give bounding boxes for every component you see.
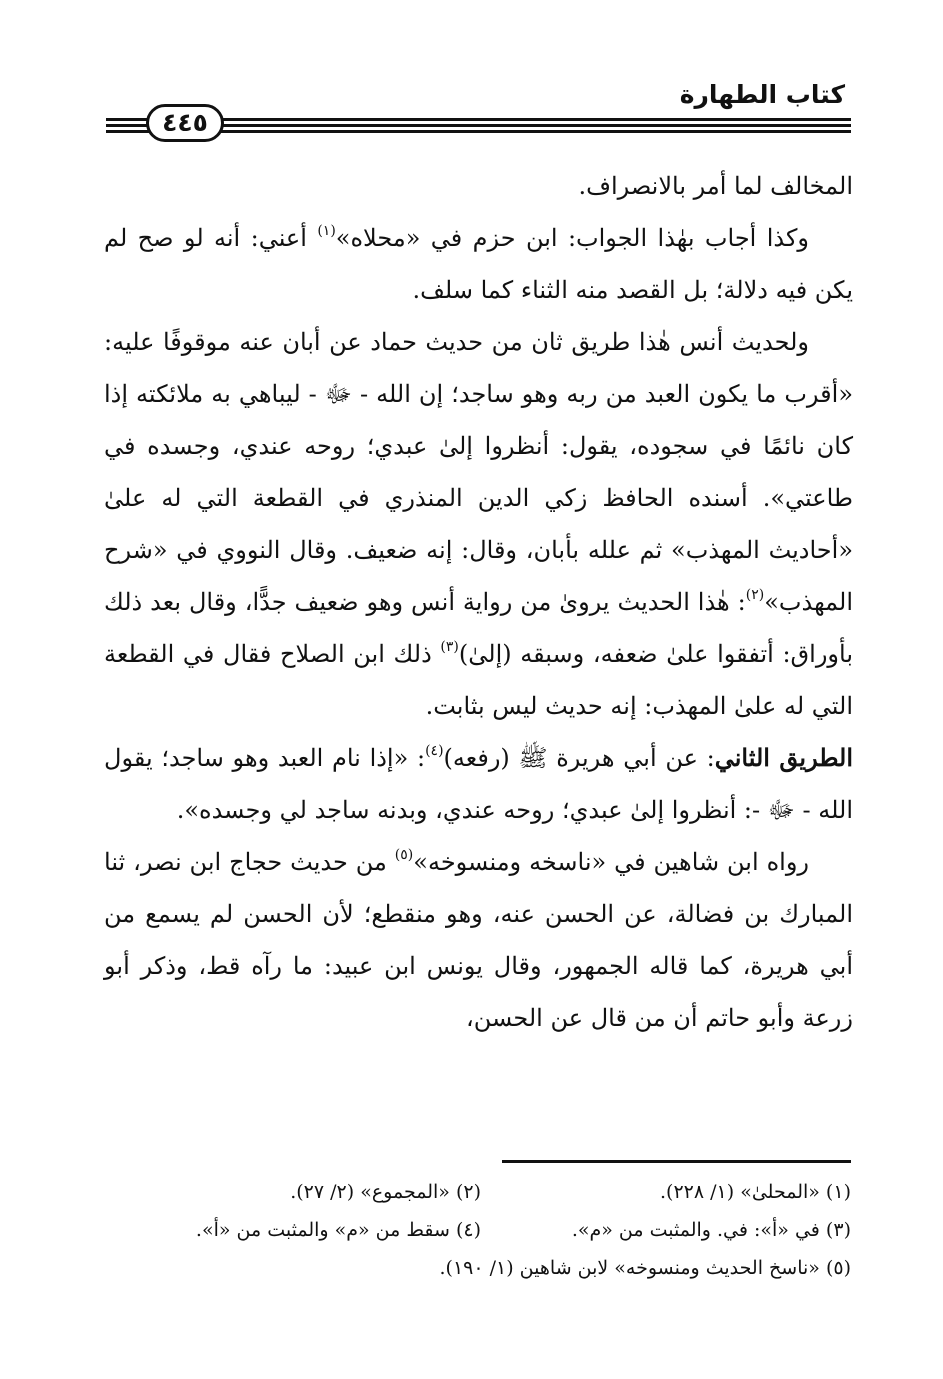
- footnote: (٣) في «أ»: في. والمثبت من «م».: [571, 1219, 851, 1241]
- footnote-separator: [502, 1160, 851, 1163]
- footnote-ref: (٣): [440, 639, 459, 655]
- header-rule: [221, 118, 851, 121]
- footnote-ref: (٥): [394, 847, 414, 863]
- running-head-title: كتاب الطهارة: [679, 80, 845, 109]
- paragraph: الطريق الثاني: عن أبي هريرة ﷺ (رفعه)$^{(٤)}$: «إذا نام العبد وهو ساجد؛ يقول الله - ﷻ -: أنظروا إلىٰ عبدي؛ روحه عندي، وبدنه ساجد لي وجسده».: [104, 743, 853, 824]
- footnote: (١) «المحلىٰ» (١/ ٢٢٨).: [660, 1181, 851, 1203]
- main-text: [104, 160, 853, 1044]
- footnote: (٢) «المجموع» (٢/ ٢٧).: [290, 1181, 481, 1203]
- footnote-ref: (١): [317, 223, 336, 239]
- page-number: ٤٤٥: [146, 104, 224, 142]
- header-rule: [106, 124, 149, 127]
- section-label: الطريق الثاني: [714, 743, 853, 772]
- header-rule: [106, 130, 149, 133]
- header-rule: [221, 124, 851, 127]
- paragraph: المخالف لما أمر بالانصراف.: [578, 172, 853, 200]
- footnote-ref: (٤): [425, 743, 444, 759]
- footnote-ref: (٢): [745, 587, 765, 603]
- footnote: (٥) «ناسخ الحديث ومنسوخه» لابن شاهين (١/ ١٩٠).: [439, 1257, 851, 1279]
- paragraph: ولحديث أنس هٰذا طريق ثان من حديث حماد عن أبان عنه موقوفًا عليه: «أقرب ما يكون العبد من ربه وهو ساجد؛ إن الله - ﷻ - ليباهي به ملائكته إذا كان نائمًا في سجوده، يقول: أنظروا إلىٰ عبدي؛ روحه عندي، وجسده في طاعتي». أسنده الحافظ زكي الدين المنذري في القطعة التي له علىٰ «أحاديث المهذب» ثم علله بأبان، وقال: إنه ضعيف. وقال النووي في «شرح المهذب»$^{(٢)}$: هٰذا الحديث يروىٰ من رواية أنس وهو ضعيف جدًّا، وقال بعد ذلك بأوراق: أتفقوا علىٰ ضعفه، وسبقه (إلىٰ)$^{(٣)}$ ذلك ابن الصلاح فقال في القطعة التي له علىٰ المهذب: إنه حديث ليس بثابت.: [104, 328, 853, 720]
- header-rule: [221, 130, 851, 133]
- paragraph: رواه ابن شاهين في «ناسخه ومنسوخه»$^{(٥)}$ من حديث حجاج ابن نصر، ثنا المبارك بن فضالة، عن الحسن عنه، وهو منقطع؛ لأن الحسن لم يسمع من أبي هريرة، كما قاله الجمهور، وقال يونس ابن عبيد: ما رآه قط، وذكر أبو زرعة وأبو حاتم أن من قال عن الحسن،: [104, 847, 853, 1032]
- paragraph: وكذا أجاب بهٰذا الجواب: ابن حزم في «محلاه»$^{(١)}$ أعني: أنه لو صح لم يكن فيه دلالة؛ بل القصد منه الثناء كما سلف.: [104, 223, 853, 304]
- header-rule: [106, 118, 149, 121]
- footnote: (٤) سقط من «م» والمثبت من «أ».: [195, 1219, 481, 1241]
